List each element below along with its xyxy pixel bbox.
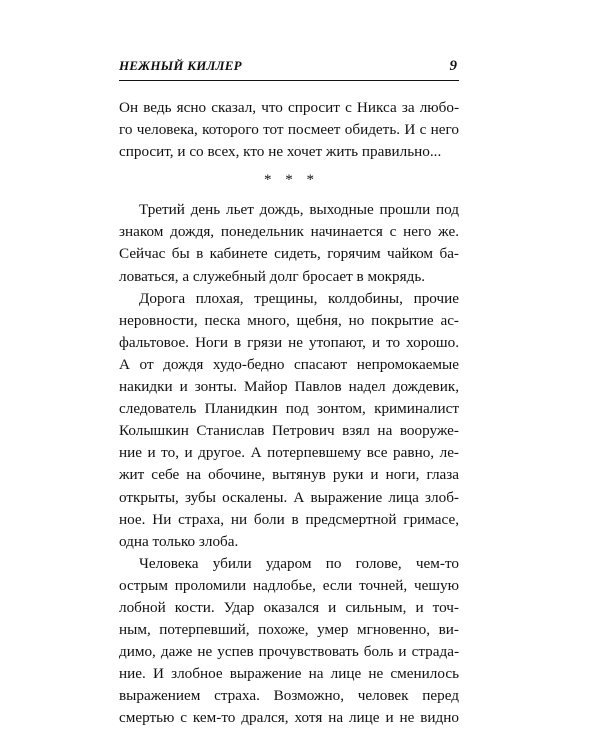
text-line: лобной кости. Удар оказался и сильным, и точ- (119, 598, 459, 616)
running-title: НЕЖНЫЙ КИЛЛЕР (119, 58, 242, 73)
text-line: выражением страха. Возможно, человек перед (119, 687, 459, 705)
text-line: ние и то, и другое. А потерпевшему все равно, ле- (119, 444, 459, 462)
text-line: ловаться, а служебный долг бросает в мокрядь. (119, 267, 426, 285)
section-separator: * * * (264, 172, 314, 189)
text-line: знаком дождя, понедельник начинается с него же. (119, 223, 459, 241)
text-line: спросит, и со всех, кто не хочет жить правильно... (119, 143, 442, 161)
page-number: 9 (449, 58, 457, 74)
text-line: одна только злоба. (119, 532, 239, 550)
text-line: открыты, зубы оскалены. А выражение лица злоб- (119, 488, 459, 506)
text-line: ное. Ни страха, ни боли в предсмертной гримасе, (119, 510, 459, 528)
text-line: А от дождя худо-бедно спасают непромокаемые (119, 355, 459, 373)
book-page (119, 58, 459, 730)
text-line: Человека убили ударом по голове, чем-то (139, 554, 459, 572)
text-line: неровности, песка много, щебня, но покрытие ас- (119, 311, 459, 329)
text-line: жит себе на обочине, вытянув руки и ноги, глаза (119, 466, 459, 484)
text-line: Он ведь ясно сказал, что спросит с Никса за любо- (119, 99, 459, 116)
running-head (119, 58, 459, 81)
text-line: следователь Планидкин под зонтом, криминалист (119, 400, 459, 418)
text-line: Третий день льет дождь, выходные прошли под (139, 201, 459, 219)
text-line: димо, даже не успев прочувствовать боль и страда- (119, 643, 459, 661)
text-line: накидки и зонты. Майор Павлов надел дождевик, (119, 378, 459, 396)
text-line: Колышкин Станислав Петрович взял на вооруже- (119, 422, 459, 440)
text-line: фальтовое. Ноги в грязи не утопают, и то хорошо. (119, 333, 459, 351)
text-line: острым проломили надлобье, если точней, чешую (119, 576, 459, 594)
text-line: Дорога плохая, трещины, колдобины, прочие (139, 289, 459, 307)
text-line: ным, потерпевший, похоже, умер мгновенно, ви- (119, 621, 459, 639)
text-line: смертью с кем-то дрался, хотя на лице и не видно (119, 709, 459, 727)
text-line: ние. И злобное выражение на лице не сменилось (119, 665, 459, 683)
text-line: Сейчас бы в кабинете сидеть, горячим чайком ба- (119, 245, 459, 263)
body-text (119, 97, 459, 730)
text-line: го человека, которого тот посмеет обидеть. И с него (119, 121, 459, 139)
